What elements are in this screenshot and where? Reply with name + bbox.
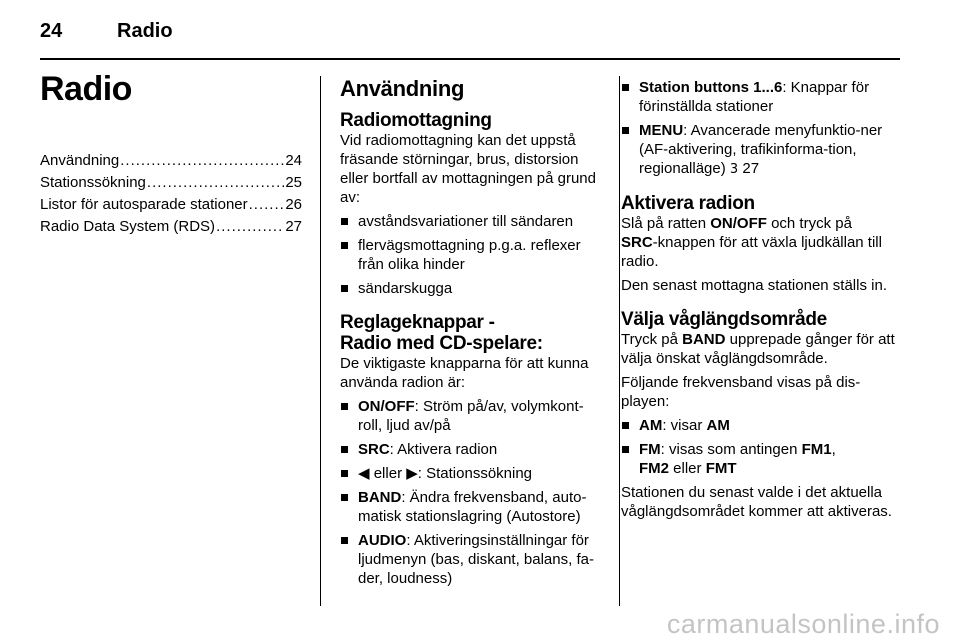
table-of-contents	[40, 150, 302, 238]
list-item	[340, 397, 602, 435]
page-reference-icon: 3	[729, 162, 739, 177]
paragraph: Stationen du senast valde i det aktuella våglängdsområdet kommer att aktiveras.	[621, 484, 892, 520]
toc-entry[interactable]	[40, 150, 302, 172]
paragraph: Tryck på BAND upprepade gånger för att välja önskat våglängdsområde.	[621, 331, 895, 367]
toc-label: Stationssökning	[40, 174, 146, 191]
paragraph: Den senast mottagna stationen ställs in.	[621, 277, 887, 294]
page-number: 24	[40, 20, 63, 42]
button-description: : Ändra frekvensband, auto-matisk stationslagring (Autostore)	[358, 489, 587, 525]
button-description: : Aktivera radion	[389, 441, 498, 458]
toc-leader	[249, 194, 285, 216]
list-item	[340, 440, 602, 459]
content-column-2	[621, 76, 901, 526]
list-item	[621, 121, 901, 179]
content-column-1	[340, 76, 602, 593]
list-item: avståndsvariationer till sändaren	[340, 212, 602, 231]
button-description: : Avancerade menyfunktio-ner (AF-aktivering, trafikinforma-tion, regionalläge)	[639, 122, 883, 177]
running-header: Radio	[117, 20, 173, 42]
button-list	[340, 397, 602, 588]
toc-entry[interactable]	[40, 172, 302, 194]
list-item	[621, 78, 901, 116]
button-name: Station buttons 1...6	[639, 79, 783, 96]
subheading-activate-radio: Aktivera radion	[621, 193, 755, 214]
toc-leader	[120, 150, 284, 172]
paragraph: Vid radiomottagning kan det uppstå fräsande störningar, brus, distorsion eller bortfall av mottagningen på grund av:	[340, 132, 596, 206]
section-heading: Användning	[340, 76, 465, 101]
button-description: : Aktiveringsinställningar för ljudmenyn (bas, diskant, balans, fa-der, loudness)	[358, 532, 594, 587]
list-item	[340, 464, 602, 483]
button-name: BAND	[358, 489, 402, 506]
button-name: AUDIO	[358, 532, 407, 549]
button-description: : Knappar för förinställda stationer	[639, 79, 870, 115]
band-list	[621, 416, 901, 478]
toc-label: Radio Data System (RDS)	[40, 218, 216, 235]
button-name: SRC	[358, 441, 390, 458]
list-item: FM: visas som antingen FM1, FM2 eller FMT	[621, 440, 901, 478]
toc-leader	[147, 172, 284, 194]
list-item: flervägsmottagning p.g.a. reflexer från olika hinder	[340, 236, 602, 274]
watermark: carmanualsonline.info	[666, 609, 940, 639]
paragraph: Följande frekvensband visas på dis-playen:	[621, 374, 861, 410]
toc-entry[interactable]	[40, 216, 302, 238]
seek-right-icon: ▶	[406, 465, 418, 482]
toc-label: Användning	[40, 152, 120, 169]
list-item	[340, 488, 602, 526]
page-reference: 27	[738, 160, 760, 177]
toc-leader	[216, 216, 284, 238]
subheading-waveband: Välja våglängdsområde	[621, 309, 827, 330]
toc-page: 24	[285, 152, 302, 169]
button-description: : Ström på/av, volymkont-roll, ljud av/på	[358, 398, 584, 434]
paragraph: De viktigaste knapparna för att kunna använda radion är:	[340, 355, 589, 391]
subheading-controls	[340, 312, 602, 354]
chapter-title: Radio	[40, 70, 132, 108]
toc-page: 27	[285, 218, 302, 235]
toc-label: Listor för autosparade stationer	[40, 196, 248, 213]
list-item	[340, 531, 602, 588]
header-rule	[40, 58, 900, 60]
list-item: sändarskugga	[340, 279, 602, 298]
list-item: AM: visar AM	[621, 416, 901, 435]
button-name: MENU	[639, 122, 684, 139]
subheading-radiomottagning: Radiomottagning	[340, 110, 492, 131]
button-list	[621, 78, 901, 179]
subheading-line: Reglageknappar -	[340, 312, 495, 333]
interference-list	[340, 212, 602, 298]
paragraph: Slå på ratten ON/OFF och tryck på SRC-knappen för att växla ljudkällan till radio.	[621, 215, 882, 270]
toc-entry[interactable]	[40, 194, 302, 216]
toc-page: 26	[285, 196, 302, 213]
toc-page: 25	[285, 174, 302, 191]
column-divider	[619, 76, 620, 606]
subheading-line: Radio med CD-spelare:	[340, 333, 543, 354]
seek-left-icon: ◀	[358, 465, 370, 482]
button-description: : Stationssökning	[417, 465, 533, 482]
button-name: ON/OFF	[358, 398, 415, 415]
column-divider	[320, 76, 321, 606]
connector-text: eller	[369, 465, 407, 482]
